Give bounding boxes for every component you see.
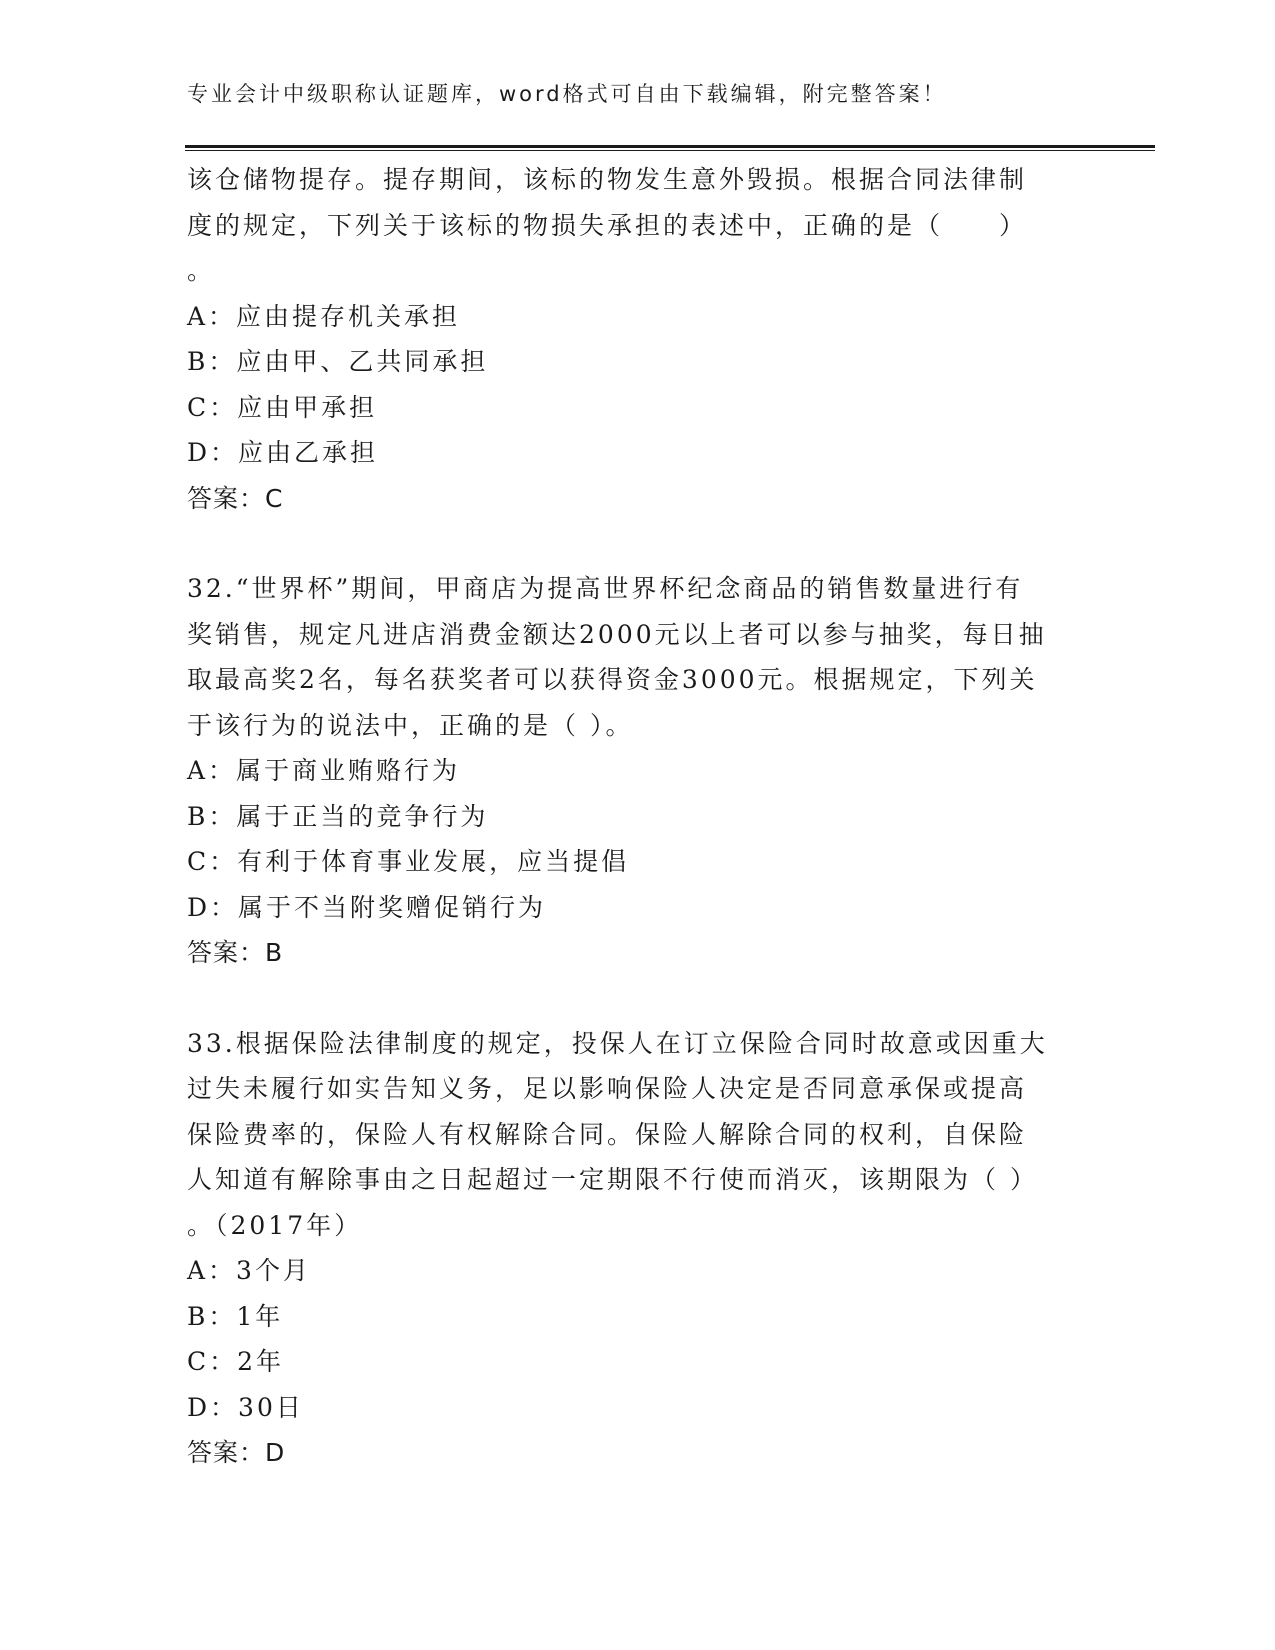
page-header: 专业会计中级职称认证题库，word格式可自由下载编辑，附完整答案！ [187, 82, 947, 106]
question-text-line: 于该行为的说法中，正确的是（ ）。 [187, 710, 634, 740]
option-a: A：属于商业贿赂行为 [187, 756, 461, 785]
question-text-line: 度的规定，下列关于该标的物损失承担的表述中，正确的是（ ） [187, 210, 1028, 240]
question-text-line: 奖销售，规定凡进店消费金额达2000元以上者可以参与抽奖，每日抽 [187, 619, 1047, 649]
option-b: B：应由甲、乙共同承担 [187, 347, 489, 376]
option-b: B：属于正当的竞争行为 [187, 801, 489, 831]
option-a: A：3个月 [187, 1256, 311, 1285]
option-d: D：属于不当附奖赠促销行为 [187, 892, 547, 922]
question-text-line: 。 [187, 256, 216, 285]
question-text-line: 保险费率的，保险人有权解除合同。保险人解除合同的权利，自保险 [187, 1119, 1028, 1149]
question-text-line: 过失未履行如实告知义务，足以影响保险人决定是否同意承保或提高 [187, 1074, 1028, 1103]
question-text-line: 。（2017年） [187, 1210, 363, 1240]
question-text-line: 人知道有解除事由之日起超过一定期限不行使而消灭，该期限为（ ） [187, 1165, 1038, 1194]
answer: 答案：D [187, 1438, 286, 1467]
answer: 答案：C [187, 483, 284, 513]
question-text-line: 32.“世界杯”期间，甲商店为提高世界杯纪念商品的销售数量进行有 [187, 574, 1024, 603]
answer: 答案：B [187, 938, 284, 967]
question-text-line: 该仓储物提存。提存期间，该标的物发生意外毁损。根据合同法律制 [187, 165, 1028, 194]
question-text-line: 取最高奖2名，每名获奖者可以获得资金3000元。根据规定，下列关 [187, 665, 1038, 694]
option-d: D：应由乙承担 [187, 438, 379, 467]
option-a: A：应由提存机关承担 [187, 301, 461, 331]
question-31 [187, 157, 1087, 521]
header-rule-thin [185, 150, 1155, 151]
question-33 [187, 1021, 1087, 1476]
spacer [187, 976, 1087, 1021]
option-c: C：有利于体育事业发展，应当提倡 [187, 847, 630, 876]
option-d: D：30日 [187, 1392, 304, 1422]
header-rule-thick [185, 145, 1155, 148]
question-text-line: 33.根据保险法律制度的规定，投保人在订立保险合同时故意或因重大 [187, 1028, 1048, 1058]
option-c: C：应由甲承担 [187, 392, 378, 422]
spacer [187, 521, 1087, 566]
question-32 [187, 566, 1087, 976]
option-b: B：1年 [187, 1301, 284, 1331]
option-c: C：2年 [187, 1347, 285, 1376]
question-content [187, 157, 1087, 1476]
